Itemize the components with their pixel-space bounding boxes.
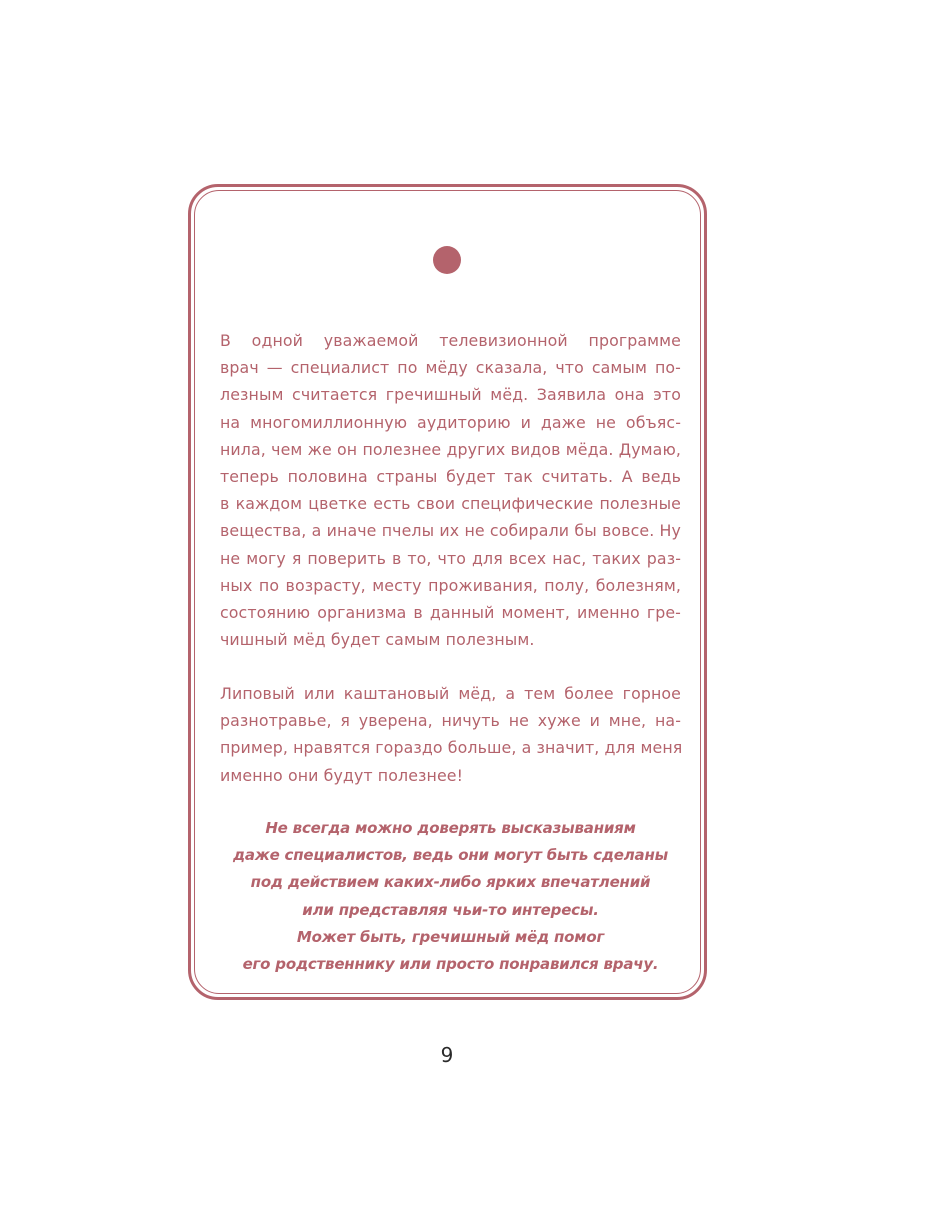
conclusion-line: его родственнику или просто понравился врачу. (242, 955, 659, 974)
conclusion-line: под действием каких-либо ярких впечатлений (250, 873, 651, 892)
paragraph-1-line: вещества, а иначе пчелы их не собирали бы вовсе. Ну (220, 521, 681, 541)
paragraph-2-line: именно они будут полезнее! (220, 765, 464, 785)
conclusion-quote (210, 815, 691, 978)
conclusion-line: или представляя чьи-то интересы. (302, 900, 599, 919)
paragraph-2-line: пример, нравятся гораздо больше, а значит, для меня (220, 738, 683, 758)
paragraph-1-line: теперь половина страны будет так считать. А ведь (220, 467, 681, 487)
paragraph-1 (220, 327, 681, 653)
conclusion-line: Может быть, гречишный мёд помог (296, 927, 605, 946)
paragraph-1-line: ных по возрасту, месту проживания, полу, болезням, (220, 575, 681, 595)
paragraph-1-line: состоянию организма в данный момент, именно гре- (220, 603, 681, 623)
conclusion-line: даже специалистов, ведь они могут быть сделаны (233, 846, 668, 865)
paragraph-2-line: Липовый или каштановый мёд, а тем более горное (220, 684, 681, 703)
paragraph-2 (220, 680, 681, 789)
page-number: 9 (440, 1043, 454, 1067)
paragraph-1-line: чишный мёд будет самым полезным. (220, 630, 535, 650)
conclusion-line: Не всегда можно доверять высказываниям (265, 819, 636, 837)
paragraph-1-line: в каждом цветке есть свои специфические полезные (220, 494, 681, 514)
paragraph-1-line: нила, чем же он полезнее других видов мёда. Думаю, (220, 439, 681, 459)
paragraph-1-line: не могу я поверить в то, что для всех нас, таких раз- (220, 548, 681, 568)
decorative-dot-icon (433, 246, 461, 274)
paragraph-1-line: на многомиллионную аудиторию и даже не объяс- (220, 412, 681, 432)
paragraph-1-line: В одной уважаемой телевизионной программе (220, 331, 681, 350)
paragraph-1-line: лезным считается гречишный мёд. Заявила она это (220, 385, 681, 405)
paragraph-1-line: врач — специалист по мёду сказала, что самым по- (220, 358, 681, 378)
paragraph-2-line: разнотравье, я уверена, ничуть не хуже и мне, на- (220, 711, 681, 731)
